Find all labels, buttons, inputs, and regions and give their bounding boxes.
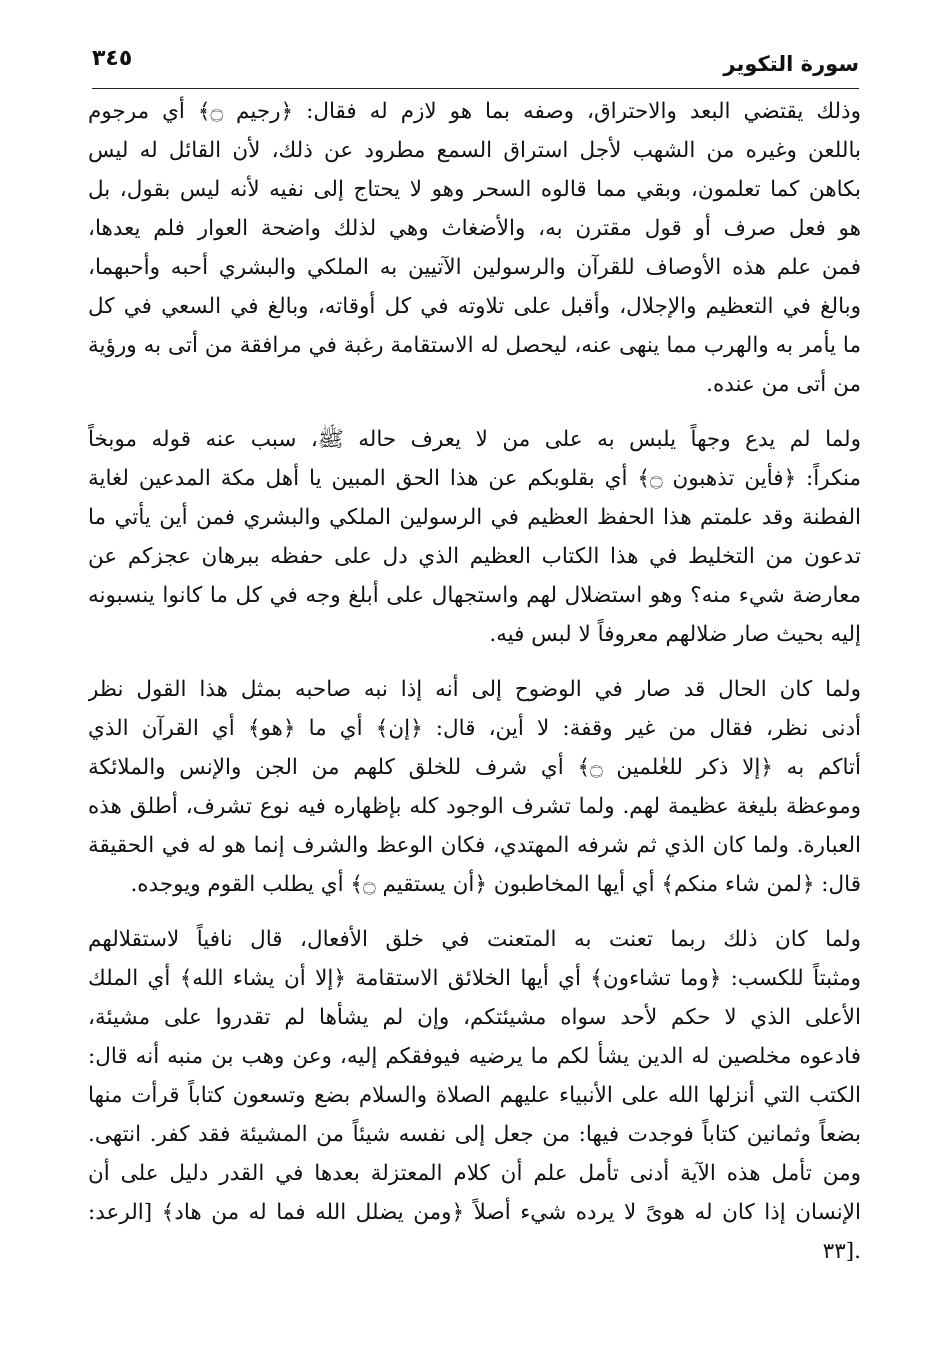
paragraph	[88, 920, 861, 1271]
text-line: تدعون من التخليط في هذا الكتاب العظيم الذي دل على حفظه ببرهان عجزكم عن	[88, 544, 861, 569]
text-line: وموعظة بليغة عظيمة لهم. ولما تشرف الوجود كله بإظهاره فيه نوع تشرف، أطلق هذه	[88, 794, 861, 819]
text-line: معارضة شيء منه؟ وهو استضلال لهم واستجهال على أبلغ وجه في كل ما كانوا ينسبونه	[88, 583, 861, 608]
page-number: ٣٤٥	[92, 46, 133, 71]
text-line: ولما كان ذلك ربما تعنت به المتعنت في خلق الأفعال، قال نافياً لاستقلالهم	[88, 927, 861, 952]
text-line: الإنسان إذا كان له هوىً لا يرده شيء أصلاً ﴿ومن يضلل الله فما له من هاد﴾ [الرعد:	[88, 1200, 861, 1225]
page-header	[92, 42, 859, 89]
text-line: فمن علم هذه الأوصاف للقرآن والرسولين الآتيين به الملكي والبشري أحبه وأحبهما،	[88, 255, 861, 280]
text-line: بضعاً وثمانين كتاباً فوجدت فيها: من جعل إلى نفسه شيئاً من المشيئة فقد كفر. انتهى.	[88, 1122, 861, 1147]
text-line: فادعوه مخلصين له الدين يشأ لكم ما يرضيه فيوفقكم إليه، وعن وهب بن منبه أنه قال:	[88, 1044, 861, 1069]
text-line: منكراً: ﴿فأين تذهبون ۝﴾ أي بقلوبكم عن هذا الحق المبين يا أهل مكة المدعين لغاية	[88, 466, 861, 491]
paragraph	[88, 670, 861, 904]
text-line: ومثبتاً للكسب: ﴿وما تشاءون﴾ أي أيها الخلائق الاستقامة ﴿إلا أن يشاء الله﴾ أي الملك	[88, 966, 861, 991]
paragraph	[88, 92, 861, 404]
paragraph	[88, 420, 861, 654]
text-line: الفطنة وقد علمتم هذا الحفظ العظيم في الرسولين الملكي والبشري فمن أين يأتي ما	[88, 505, 861, 530]
text-line: الكتب التي أنزلها الله على الأنبياء عليهم الصلاة والسلام بضع وتسعون كتاباً قرأت منها	[88, 1083, 861, 1108]
running-title: سورة التكوير	[723, 52, 859, 76]
text-line: الأعلى الذي لا حكم لأحد سواه مشيئتكم، وإن لم يشأها لم تقدروا على مشيئة،	[88, 1005, 861, 1030]
text-line: باللعن وغيره من الشهب لأجل استراق السمع مطرود عن ذلك، لأن القائل له ليس	[88, 138, 861, 163]
text-line: إليه بحيث صار ضلالهم معروفاً لا لبس فيه.	[489, 622, 861, 647]
text-line: هو فعل صرف أو قول مقترن به، والأضغاث وهي لذلك واضحة العوار فلم يعدها،	[88, 216, 861, 241]
text-line: وبالغ في التعظيم والإجلال، وأقبل على تلاوته في كل أوقاته، وبالغ في السعي في كل	[88, 294, 861, 319]
text-line: ولما كان الحال قد صار في الوضوح إلى أنه إذا نبه صاحبه بمثل هذا القول نظر	[88, 677, 861, 702]
text-line: ما يأمر به والهرب مما ينهى عنه، ليحصل له الاستقامة رغبة في مرافقة من أتى به ورؤية	[88, 333, 861, 358]
text-line: من أتى من عنده.	[706, 372, 861, 397]
body-text	[88, 92, 861, 1271]
text-line: العبارة. ولما كان الذي ثم شرفه المهتدي، فكان الوعظ والشرف إنما هو له في الحقيقة	[88, 833, 861, 858]
text-line: بكاهن كما تعلمون، وبقي مما قالوه السحر وهو لا يحتاج إلى نفيه لأنه ليس بقول، بل	[88, 177, 861, 202]
text-line: .[٣٣	[822, 1239, 861, 1264]
text-line: وذلك يقتضي البعد والاحتراق، وصفه بما هو لازم له فقال: ﴿رجيم ۝﴾ أي مرجوم	[88, 99, 861, 124]
text-line: أدنى نظر، فقال من غير وقفة: لا أين، قال: ﴿إن﴾ أي ما ﴿هو﴾ أي القرآن الذي	[88, 716, 861, 741]
text-line: قال: ﴿لمن شاء منكم﴾ أي أيها المخاطبون ﴿أن يستقيم ۝﴾ أي يطلب القوم ويوجده.	[130, 872, 861, 897]
text-line: ولما لم يدع وجهاً يلبس به على من لا يعرف حاله ﷺ، سبب عنه قوله موبخاً	[88, 427, 861, 452]
text-line: أتاكم به ﴿إلا ذكر للعٰلمين ۝﴾ أي شرف للخلق كلهم من الجن والإنس والملائكة	[88, 755, 861, 780]
text-line: ومن تأمل هذه الآية أدنى تأمل علم أن كلام المعتزلة بعدها في القدر دليل على أن	[88, 1161, 861, 1186]
